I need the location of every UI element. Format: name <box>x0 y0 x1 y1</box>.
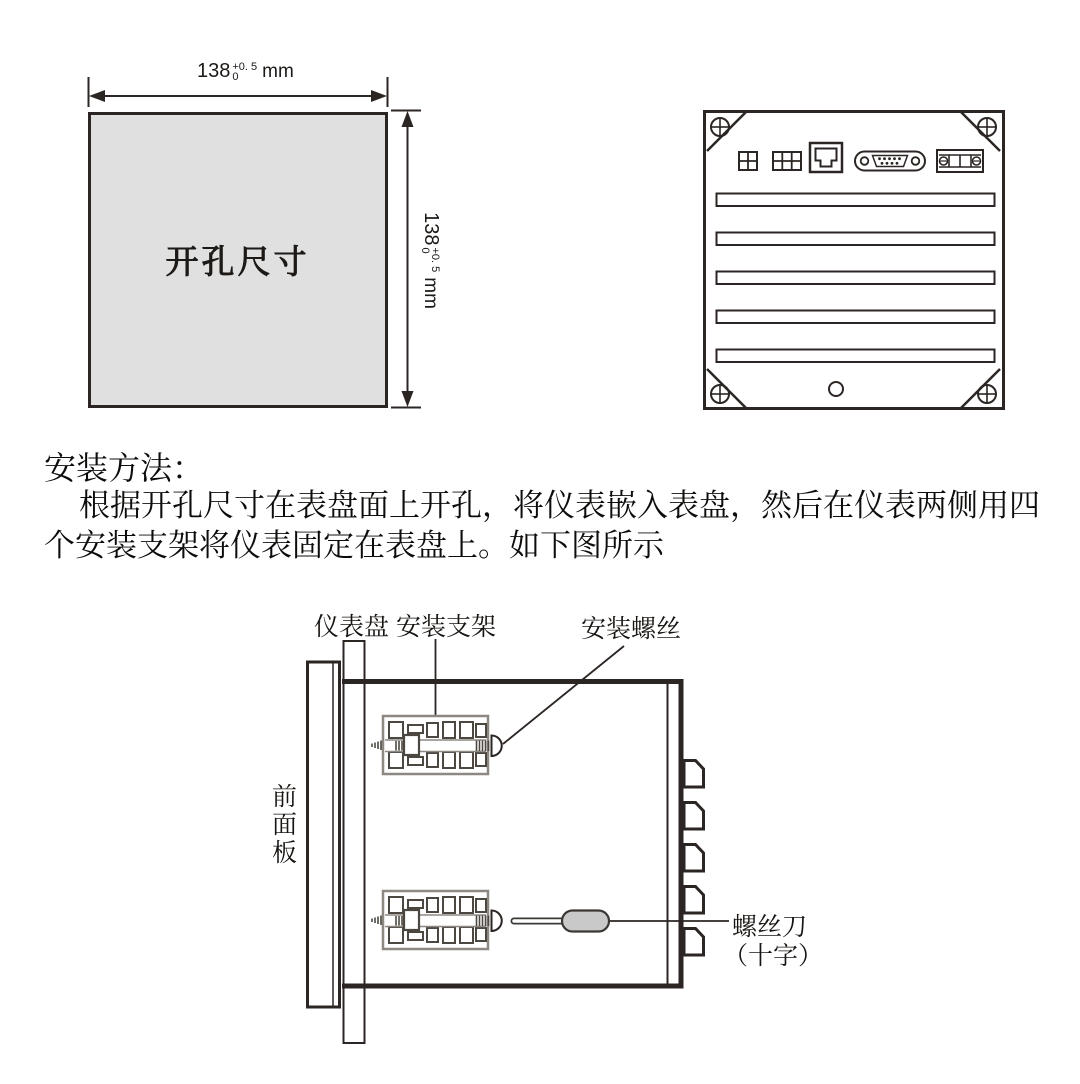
front-panel-bezel <box>308 662 340 1007</box>
terminal-block-2p-icon <box>739 152 757 170</box>
terminal-block-3p-icon <box>773 152 801 170</box>
mounting-bracket <box>372 891 502 949</box>
db9-port-icon <box>855 152 925 171</box>
instructions-line-1: 根据开孔尺寸在表盘面上开孔，将仪表嵌入表盘，然后在仪表两侧用四 <box>79 488 1040 523</box>
instructions-heading: 安装方法： <box>44 450 205 486</box>
terminal-tab <box>684 929 704 956</box>
label-mounting-bracket: 安装支架 <box>396 614 497 641</box>
ground-hole <box>829 382 843 396</box>
terminal-tab <box>684 845 704 872</box>
rj45-port-icon <box>810 143 842 172</box>
mounting-bracket <box>372 716 502 774</box>
power-terminal-icon <box>937 150 983 172</box>
dim-unit: mm <box>262 60 294 82</box>
instructions-line-2: 个安装支架将仪表固定在表盘上。如下图所示 <box>44 528 664 563</box>
label-mounting-screw: 安装螺丝 <box>581 616 682 643</box>
terminal-tab <box>684 761 704 788</box>
dim-value: 138 <box>197 60 231 82</box>
dim-tolerance: +0. 5 0 <box>419 247 442 273</box>
terminal-tab <box>684 887 704 914</box>
dim-value: 138 <box>419 212 442 246</box>
screwdriver <box>514 911 609 932</box>
rear-view <box>705 112 1004 409</box>
label-screwdriver: 螺丝刀 <box>732 914 808 941</box>
height-dim-label <box>419 212 442 309</box>
screw-leader-line <box>503 646 624 744</box>
height-dimension-arrow <box>391 111 421 408</box>
instrument-panel-wall <box>344 641 365 1043</box>
dim-unit: mm <box>420 277 442 309</box>
label-front-panel: 前面板 <box>271 784 297 867</box>
cutout-size-label: 开孔尺寸 <box>165 245 310 281</box>
terminal-tab <box>684 803 704 830</box>
label-screwdriver-type: （十字） <box>723 943 824 970</box>
width-dim-label <box>197 60 294 83</box>
installation-diagram-art <box>308 639 730 1043</box>
label-instrument-panel: 仪表盘 <box>314 614 390 641</box>
dim-tolerance: +0. 5 0 <box>232 60 258 83</box>
